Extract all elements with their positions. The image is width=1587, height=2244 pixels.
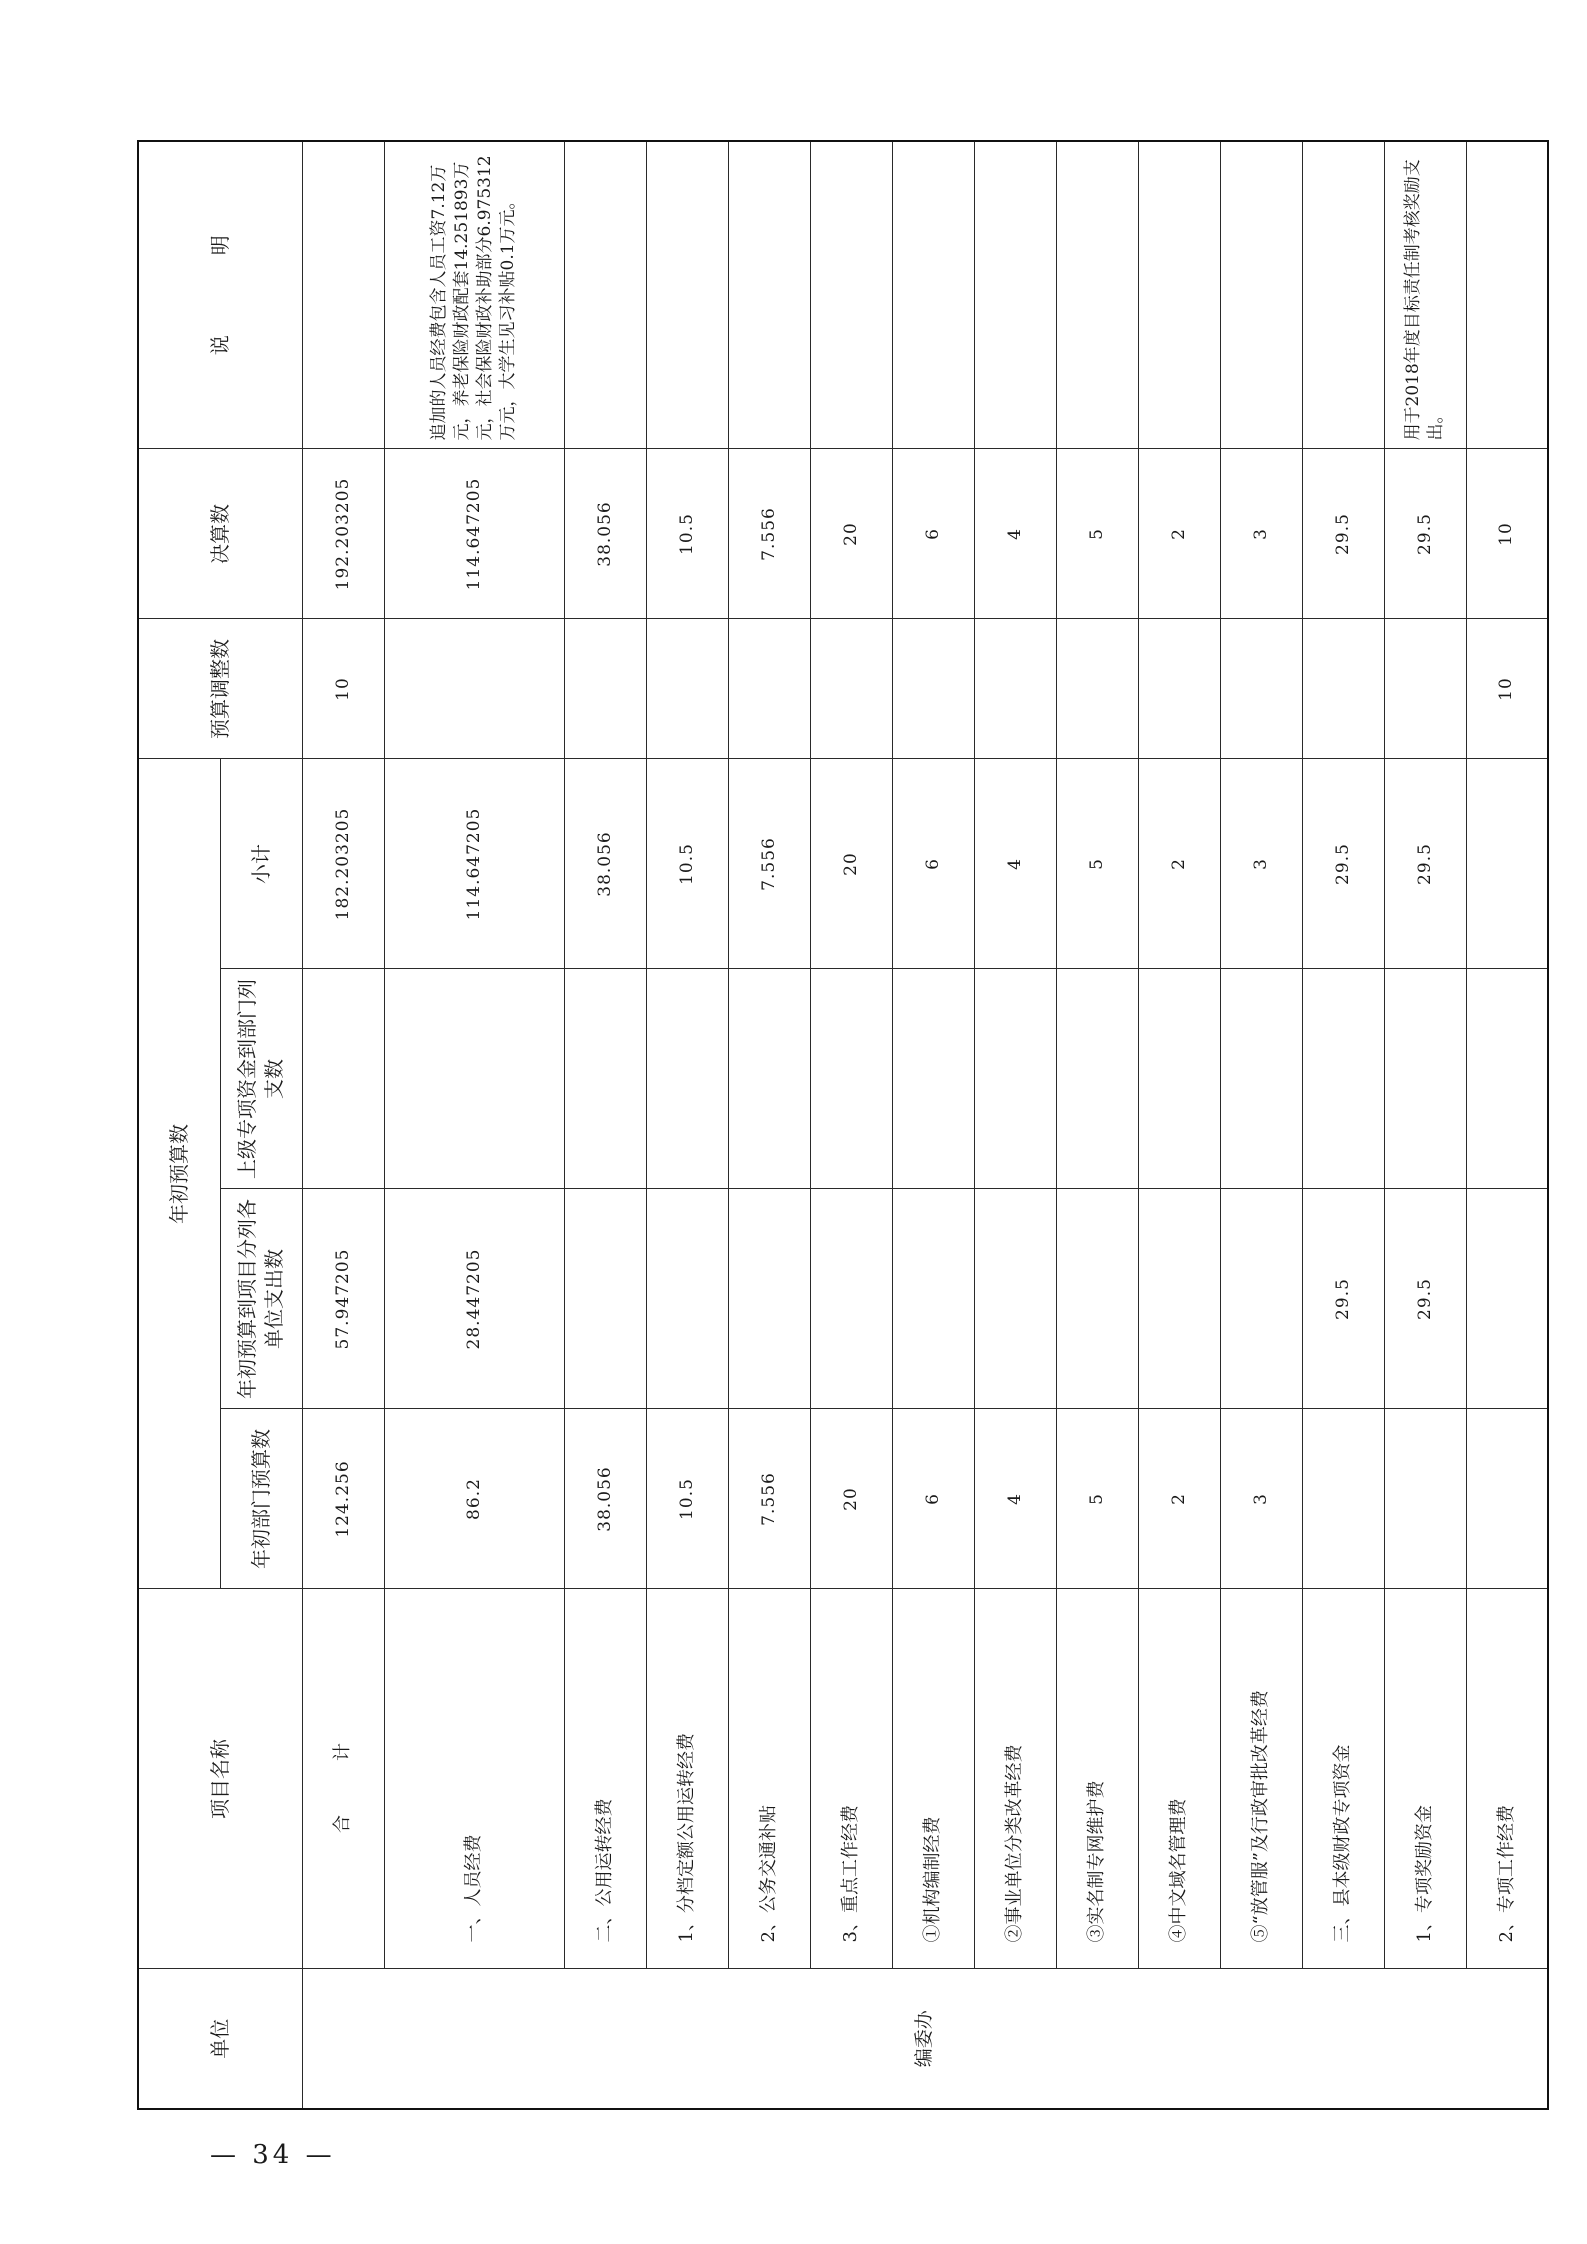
final-cell: 7.556 bbox=[728, 449, 810, 619]
subtotal-cell: 4 bbox=[974, 759, 1056, 969]
note-cell: 用于2018年度目标责任制考核奖励支出。 bbox=[1384, 141, 1466, 449]
subtotal-cell: 20 bbox=[810, 759, 892, 969]
note-cell bbox=[728, 141, 810, 449]
header-subtotal: 小计 bbox=[220, 759, 302, 969]
dept-budget-cell: 20 bbox=[810, 1409, 892, 1589]
project-name-cell: 三、县本级财政专项资金 bbox=[1302, 1589, 1384, 1969]
note-cell bbox=[1138, 141, 1220, 449]
final-cell: 114.647205 bbox=[384, 449, 564, 619]
dept-budget-cell bbox=[1466, 1409, 1548, 1589]
project-alloc-cell bbox=[1138, 1189, 1220, 1409]
subtotal-cell: 182.203205 bbox=[302, 759, 384, 969]
dept-budget-cell: 6 bbox=[892, 1409, 974, 1589]
header-adjustment: 预算调整数 bbox=[138, 619, 302, 759]
project-alloc-cell: 28.447205 bbox=[384, 1189, 564, 1409]
adjustment-cell bbox=[974, 619, 1056, 759]
subtotal-cell: 6 bbox=[892, 759, 974, 969]
project-name-cell: ④中文域名管理费 bbox=[1138, 1589, 1220, 1969]
adjustment-cell bbox=[384, 619, 564, 759]
header-dept-budget: 年初部门预算数 bbox=[220, 1409, 302, 1589]
table-body bbox=[302, 141, 1548, 2109]
superior-special-cell bbox=[1384, 969, 1466, 1189]
note-cell bbox=[302, 141, 384, 449]
project-alloc-cell bbox=[892, 1189, 974, 1409]
final-cell: 29.5 bbox=[1302, 449, 1384, 619]
adjustment-cell bbox=[728, 619, 810, 759]
dept-budget-cell: 5 bbox=[1056, 1409, 1138, 1589]
project-alloc-cell bbox=[810, 1189, 892, 1409]
table-row bbox=[646, 141, 728, 2109]
project-name-cell: 3、重点工作经费 bbox=[810, 1589, 892, 1969]
note-cell bbox=[646, 141, 728, 449]
dept-budget-cell: 124.256 bbox=[302, 1409, 384, 1589]
project-alloc-cell bbox=[1220, 1189, 1302, 1409]
table-row bbox=[1302, 141, 1384, 2109]
project-name-cell: 2、公务交通补贴 bbox=[728, 1589, 810, 1969]
dept-budget-cell: 2 bbox=[1138, 1409, 1220, 1589]
adjustment-cell: 10 bbox=[1466, 619, 1548, 759]
adjustment-cell bbox=[1302, 619, 1384, 759]
subtotal-cell: 7.556 bbox=[728, 759, 810, 969]
table-row bbox=[1384, 141, 1466, 2109]
superior-special-cell bbox=[974, 969, 1056, 1189]
superior-special-cell bbox=[892, 969, 974, 1189]
header-initial-budget: 年初预算数 bbox=[138, 759, 220, 1589]
final-cell: 38.056 bbox=[564, 449, 646, 619]
header-unit: 单位 bbox=[138, 1969, 302, 2109]
table-row bbox=[564, 141, 646, 2109]
final-cell: 10 bbox=[1466, 449, 1548, 619]
superior-special-cell bbox=[564, 969, 646, 1189]
subtotal-cell bbox=[1466, 759, 1548, 969]
table-row bbox=[974, 141, 1056, 2109]
dept-budget-cell: 86.2 bbox=[384, 1409, 564, 1589]
unit-cell: 编委办 bbox=[302, 1969, 1548, 2109]
superior-special-cell bbox=[1138, 969, 1220, 1189]
table-row bbox=[1466, 141, 1548, 2109]
header-note: 说 明 bbox=[138, 141, 302, 449]
project-name-cell: 1、专项奖励资金 bbox=[1384, 1589, 1466, 1969]
subtotal-cell: 38.056 bbox=[564, 759, 646, 969]
note-cell bbox=[1302, 141, 1384, 449]
table-row bbox=[728, 141, 810, 2109]
adjustment-cell bbox=[892, 619, 974, 759]
dept-budget-cell: 4 bbox=[974, 1409, 1056, 1589]
note-cell bbox=[1056, 141, 1138, 449]
project-name-cell: ①机构编制经费 bbox=[892, 1589, 974, 1969]
table-row bbox=[1056, 141, 1138, 2109]
final-cell: 192.203205 bbox=[302, 449, 384, 619]
final-cell: 5 bbox=[1056, 449, 1138, 619]
note-cell bbox=[810, 141, 892, 449]
final-cell: 6 bbox=[892, 449, 974, 619]
superior-special-cell bbox=[728, 969, 810, 1189]
note-cell bbox=[1466, 141, 1548, 449]
project-name-cell: 2、专项工作经费 bbox=[1466, 1589, 1548, 1969]
adjustment-cell bbox=[1138, 619, 1220, 759]
final-cell: 2 bbox=[1138, 449, 1220, 619]
superior-special-cell bbox=[646, 969, 728, 1189]
final-cell: 10.5 bbox=[646, 449, 728, 619]
project-alloc-cell: 29.5 bbox=[1384, 1189, 1466, 1409]
project-name-cell: ③实名制专网维护费 bbox=[1056, 1589, 1138, 1969]
table-row bbox=[1220, 141, 1302, 2109]
subtotal-cell: 2 bbox=[1138, 759, 1220, 969]
rotated-table-container bbox=[137, 142, 1517, 2110]
table-row bbox=[1138, 141, 1220, 2109]
subtotal-cell: 29.5 bbox=[1384, 759, 1466, 969]
project-alloc-cell bbox=[1466, 1189, 1548, 1409]
subtotal-cell: 114.647205 bbox=[384, 759, 564, 969]
dept-budget-cell bbox=[1302, 1409, 1384, 1589]
note-cell: 追加的人员经费包含人员工资7.12万元，养老保险财政配套14.251893万元，社会保险财政补助部分6.975312万元，大学生见习补贴0.1万元。 bbox=[384, 141, 564, 449]
project-alloc-cell bbox=[1056, 1189, 1138, 1409]
adjustment-cell bbox=[810, 619, 892, 759]
final-cell: 3 bbox=[1220, 449, 1302, 619]
budget-table bbox=[137, 140, 1549, 2110]
table-row bbox=[302, 141, 384, 2109]
final-cell: 20 bbox=[810, 449, 892, 619]
final-cell: 29.5 bbox=[1384, 449, 1466, 619]
subtotal-cell: 3 bbox=[1220, 759, 1302, 969]
subtotal-cell: 10.5 bbox=[646, 759, 728, 969]
project-alloc-cell bbox=[564, 1189, 646, 1409]
note-cell bbox=[892, 141, 974, 449]
header-superior-special: 上级专项资金到部门列支数 bbox=[220, 969, 302, 1189]
subtotal-cell: 5 bbox=[1056, 759, 1138, 969]
project-name-cell: 合 计 bbox=[302, 1589, 384, 1969]
project-name-cell: 一、人员经费 bbox=[384, 1589, 564, 1969]
subtotal-cell: 29.5 bbox=[1302, 759, 1384, 969]
adjustment-cell bbox=[646, 619, 728, 759]
superior-special-cell bbox=[384, 969, 564, 1189]
note-cell bbox=[1220, 141, 1302, 449]
final-cell: 4 bbox=[974, 449, 1056, 619]
header-project-name: 项目名称 bbox=[138, 1589, 302, 1969]
project-name-cell: ②事业单位分类改革经费 bbox=[974, 1589, 1056, 1969]
project-alloc-cell bbox=[646, 1189, 728, 1409]
dept-budget-cell: 3 bbox=[1220, 1409, 1302, 1589]
superior-special-cell bbox=[810, 969, 892, 1189]
project-name-cell: ⑤“放管服”及行政审批改革经费 bbox=[1220, 1589, 1302, 1969]
adjustment-cell bbox=[1056, 619, 1138, 759]
adjustment-cell: 10 bbox=[302, 619, 384, 759]
superior-special-cell bbox=[1056, 969, 1138, 1189]
header-final: 决算数 bbox=[138, 449, 302, 619]
project-name-cell: 二、公用运转经费 bbox=[564, 1589, 646, 1969]
project-alloc-cell: 29.5 bbox=[1302, 1189, 1384, 1409]
project-alloc-cell bbox=[974, 1189, 1056, 1409]
superior-special-cell bbox=[1466, 969, 1548, 1189]
table-row bbox=[810, 141, 892, 2109]
superior-special-cell bbox=[1220, 969, 1302, 1189]
table-row bbox=[892, 141, 974, 2109]
header-project-alloc: 年初预算到项目分列各单位支出数 bbox=[220, 1189, 302, 1409]
dept-budget-cell: 38.056 bbox=[564, 1409, 646, 1589]
dept-budget-cell bbox=[1384, 1409, 1466, 1589]
adjustment-cell bbox=[564, 619, 646, 759]
note-cell bbox=[564, 141, 646, 449]
adjustment-cell bbox=[1384, 619, 1466, 759]
note-cell bbox=[974, 141, 1056, 449]
superior-special-cell bbox=[302, 969, 384, 1189]
project-alloc-cell: 57.947205 bbox=[302, 1189, 384, 1409]
project-name-cell: 1、分档定额公用运转经费 bbox=[646, 1589, 728, 1969]
dept-budget-cell: 7.556 bbox=[728, 1409, 810, 1589]
adjustment-cell bbox=[1220, 619, 1302, 759]
superior-special-cell bbox=[1302, 969, 1384, 1189]
project-alloc-cell bbox=[728, 1189, 810, 1409]
dept-budget-cell: 10.5 bbox=[646, 1409, 728, 1589]
table-row bbox=[384, 141, 564, 2109]
page-number: — 34 — bbox=[210, 2140, 336, 2170]
